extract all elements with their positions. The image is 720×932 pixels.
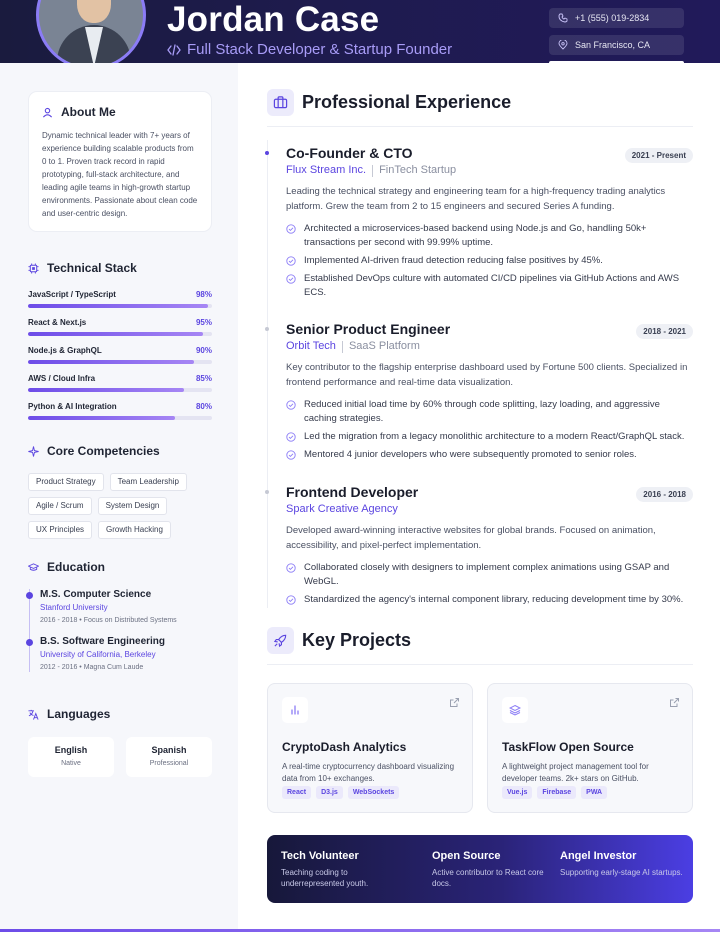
candidate-name: Jordan Case	[167, 0, 380, 39]
achievement-item	[286, 561, 693, 589]
highlight-description: Supporting early-stage AI startups.	[560, 868, 683, 877]
contact-location-text: San Francisco, CA	[575, 40, 651, 50]
education-section	[28, 560, 212, 683]
job-date-badge: 2021 - Present	[625, 148, 693, 163]
check-circle-icon	[286, 400, 296, 410]
education-meta: 2016 - 2018 • Focus on Distributed Systems	[40, 617, 177, 624]
check-circle-icon	[286, 432, 296, 442]
job-date-badge: 2018 - 2021	[636, 324, 693, 339]
language-level: Professional	[149, 760, 189, 767]
experience-heading	[267, 89, 511, 116]
resume-header	[0, 0, 720, 63]
achievement-item	[286, 593, 693, 607]
competency-tag: Team Leadership	[110, 473, 187, 491]
job-entry	[286, 484, 693, 611]
skill-bar-fill	[28, 388, 184, 392]
school: Stanford University	[40, 603, 108, 612]
candidate-title	[167, 41, 452, 59]
school: University of California, Berkeley	[40, 650, 156, 659]
competencies-heading-text: Core Competencies	[47, 444, 160, 458]
education-heading	[28, 560, 212, 574]
highlight-item	[281, 850, 409, 889]
language-card	[126, 737, 212, 777]
achievement-text: Reduced initial load time by 60% through code splitting, lazy loading, and aggressive caching strategies.	[304, 399, 660, 424]
achievement-text: Standardized the agency's internal component library, reducing development time by 30%.	[304, 594, 684, 605]
skill-percent: 85%	[195, 374, 212, 383]
achievement-text: Established DevOps culture with automated CI/CD pipelines via GitHub Actions and AWS ECS.	[304, 273, 680, 298]
competency-tag: UX Principles	[28, 521, 92, 539]
map-pin-icon	[558, 40, 568, 50]
skill-item	[28, 318, 212, 336]
company-line	[286, 503, 693, 516]
education-meta: 2012 - 2016 • Magna Cum Laude	[40, 664, 144, 671]
skills-heading	[28, 261, 212, 275]
job-title: Frontend Developer	[286, 484, 419, 500]
achievement-item	[286, 272, 693, 300]
degree: M.S. Computer Science	[40, 589, 152, 600]
project-tags	[282, 786, 399, 799]
achievement-item	[286, 448, 693, 462]
tech-tag: Vue.js	[502, 786, 532, 799]
skill-bar-fill	[28, 416, 175, 420]
about-heading-text: About Me	[61, 105, 116, 119]
briefcase-icon	[273, 95, 288, 110]
project-card[interactable]	[267, 683, 473, 813]
achievement-item	[286, 398, 693, 426]
skills-list	[28, 290, 212, 420]
highlight-item	[432, 850, 560, 889]
bar-chart-icon	[289, 704, 301, 716]
competency-tag: Product Strategy	[28, 473, 104, 491]
languages-heading	[28, 707, 212, 721]
skill-percent: 80%	[195, 402, 212, 411]
highlights-banner	[267, 835, 693, 903]
skill-percent: 90%	[195, 346, 212, 355]
rocket-icon	[273, 633, 288, 648]
skill-name: Python & AI Integration	[28, 402, 117, 411]
education-list	[29, 589, 212, 672]
competency-tag: System Design	[98, 497, 168, 515]
project-tags	[502, 786, 607, 799]
degree: B.S. Software Engineering	[40, 636, 166, 647]
divider	[267, 126, 693, 127]
education-heading-text: Education	[47, 560, 106, 574]
achievement-item	[286, 222, 693, 250]
timeline-dot	[26, 639, 33, 646]
project-title: CryptoDash Analytics	[282, 740, 407, 754]
contact-phone[interactable]	[549, 8, 684, 28]
phone-icon	[558, 13, 568, 23]
skill-item	[28, 346, 212, 364]
external-link-icon[interactable]	[669, 697, 680, 708]
skill-percent: 98%	[195, 290, 212, 299]
achievement-item	[286, 430, 693, 444]
skill-bar	[28, 304, 212, 308]
company-line	[286, 164, 693, 177]
achievement-text: Architected a microservices-based backend using Node.js and Go, handling 50k+ transactions per second with 99.99% uptime.	[304, 223, 647, 248]
highlight-title: Open Source	[432, 850, 501, 862]
skill-name: Node.js & GraphQL	[28, 346, 102, 355]
translate-icon	[28, 709, 39, 720]
company-line	[286, 340, 693, 353]
divider	[267, 664, 693, 665]
avatar	[36, 0, 146, 63]
languages-list	[28, 737, 212, 777]
languages-heading-text: Languages	[47, 707, 111, 721]
check-circle-icon	[286, 274, 296, 284]
job-entry	[286, 145, 693, 304]
check-circle-icon	[286, 224, 296, 234]
check-circle-icon	[286, 595, 296, 605]
check-circle-icon	[286, 450, 296, 460]
project-description: A lightweight project management tool for developer teams. 2k+ stars on GitHub.	[502, 762, 649, 783]
skill-item	[28, 290, 212, 308]
skill-bar-fill	[28, 332, 203, 336]
title-text: Full Stack Developer & Startup Founder	[187, 41, 453, 58]
skill-item	[28, 374, 212, 392]
language-level: Native	[61, 760, 81, 767]
tech-tag: WebSockets	[348, 786, 400, 799]
languages-section	[28, 707, 212, 777]
about-heading	[42, 105, 198, 119]
skill-bar	[28, 332, 212, 336]
timeline-dot	[265, 490, 269, 494]
skill-bar-fill	[28, 304, 208, 308]
user-icon	[42, 107, 53, 118]
projects-heading	[267, 627, 411, 654]
skill-bar	[28, 416, 212, 420]
check-circle-icon	[286, 256, 296, 266]
skills-section	[28, 261, 212, 430]
project-card[interactable]	[487, 683, 693, 813]
achievement-text: Mentored 4 junior developers who were subsequently promoted to senior roles.	[304, 449, 637, 460]
achievements-list	[286, 222, 693, 300]
contact-phone-text: +1 (555) 019-2834	[575, 13, 650, 23]
highlight-item	[560, 850, 688, 878]
job-title: Senior Product Engineer	[286, 321, 451, 337]
graduation-cap-icon	[28, 562, 39, 573]
highlight-title: Tech Volunteer	[281, 850, 359, 862]
sparkle-icon	[28, 446, 39, 457]
competency-tags	[28, 473, 212, 539]
job-description: Key contributor to the flagship enterprise dashboard used by Fortune 500 clients. Specialized in frontend performance and real-time data visualization.	[286, 362, 688, 388]
contact-email-edge	[549, 61, 684, 63]
achievement-text: Led the migration from a legacy monolithic architecture to a modern React/GraphQL stack.	[304, 431, 685, 442]
education-item	[40, 636, 212, 672]
timeline-dot	[26, 592, 33, 599]
competencies-heading	[28, 444, 212, 458]
tech-tag: D3.js	[316, 786, 343, 799]
project-description: A real-time cryptocurrency dashboard visualizing data from 10+ exchanges.	[282, 762, 455, 783]
tech-tag: Firebase	[537, 786, 576, 799]
project-title: TaskFlow Open Source	[502, 740, 634, 754]
tech-tag: React	[282, 786, 311, 799]
code-icon	[167, 44, 181, 56]
check-circle-icon	[286, 563, 296, 573]
job-description: Leading the technical strategy and engineering team for a high-frequency trading analytics platform. Grew the team from 2 to 15 engineers and secured Series A funding.	[286, 186, 666, 212]
contact-location[interactable]	[549, 35, 684, 55]
highlight-description: Teaching coding to underrepresented youth.	[281, 868, 369, 888]
achievement-text: Implemented AI-driven fraud detection reducing false positives by 45%.	[304, 255, 603, 266]
language-name: Spanish	[151, 745, 187, 755]
company-type: FinTech Startup	[379, 164, 457, 176]
competency-tag: Growth Hacking	[98, 521, 171, 539]
language-name: English	[54, 745, 88, 755]
skill-name: AWS / Cloud Infra	[28, 374, 96, 383]
achievements-list	[286, 398, 693, 462]
about-text: Dynamic technical leader with 7+ years of experience building scalable products from 0 to 1. Proven track record in rapid prototyping, full-stack architecture, and leading agile teams in high-growth startup environments. Passionate about clean code and user-centric design.	[42, 131, 198, 218]
about-card	[28, 91, 212, 232]
job-description: Developed award-winning interactive websites for global brands. Focused on animation, accessibility, and pixel-perfect implementation.	[286, 525, 656, 551]
skill-bar	[28, 360, 212, 364]
sidebar	[0, 63, 238, 932]
skill-item	[28, 402, 212, 420]
external-link-icon[interactable]	[449, 697, 460, 708]
timeline-dot	[265, 327, 269, 331]
competencies-section	[28, 444, 212, 539]
highlight-title: Angel Investor	[560, 850, 637, 862]
company-name: Flux Stream Inc.	[286, 164, 367, 176]
competency-tag: Agile / Scrum	[28, 497, 92, 515]
job-title: Co-Founder & CTO	[286, 145, 413, 161]
experience-heading-text: Professional Experience	[302, 92, 512, 112]
skill-name: React & Next.js	[28, 318, 87, 327]
company-type: SaaS Platform	[348, 340, 420, 352]
achievement-item	[286, 254, 693, 268]
experience-timeline	[267, 140, 268, 608]
skill-percent: 95%	[195, 318, 212, 327]
layers-icon	[509, 704, 521, 716]
timeline-dot	[265, 151, 269, 155]
tech-tag: PWA	[581, 786, 607, 799]
skill-name: JavaScript / TypeScript	[28, 290, 116, 299]
achievements-list	[286, 561, 693, 607]
skill-bar-fill	[28, 360, 194, 364]
company-name: Orbit Tech	[286, 340, 336, 352]
company-name: Spark Creative Agency	[286, 503, 398, 515]
job-date-badge: 2016 - 2018	[636, 487, 693, 502]
achievement-text: Collaborated closely with designers to implement complex animations using GSAP and WebGL.	[304, 562, 670, 587]
language-card	[28, 737, 114, 777]
chip-icon	[28, 263, 39, 274]
job-entry	[286, 321, 693, 466]
projects-heading-text: Key Projects	[302, 630, 412, 650]
highlight-description: Active contributor to React core docs.	[432, 868, 544, 888]
skill-bar	[28, 388, 212, 392]
skills-heading-text: Technical Stack	[47, 261, 137, 275]
education-item	[40, 589, 212, 625]
